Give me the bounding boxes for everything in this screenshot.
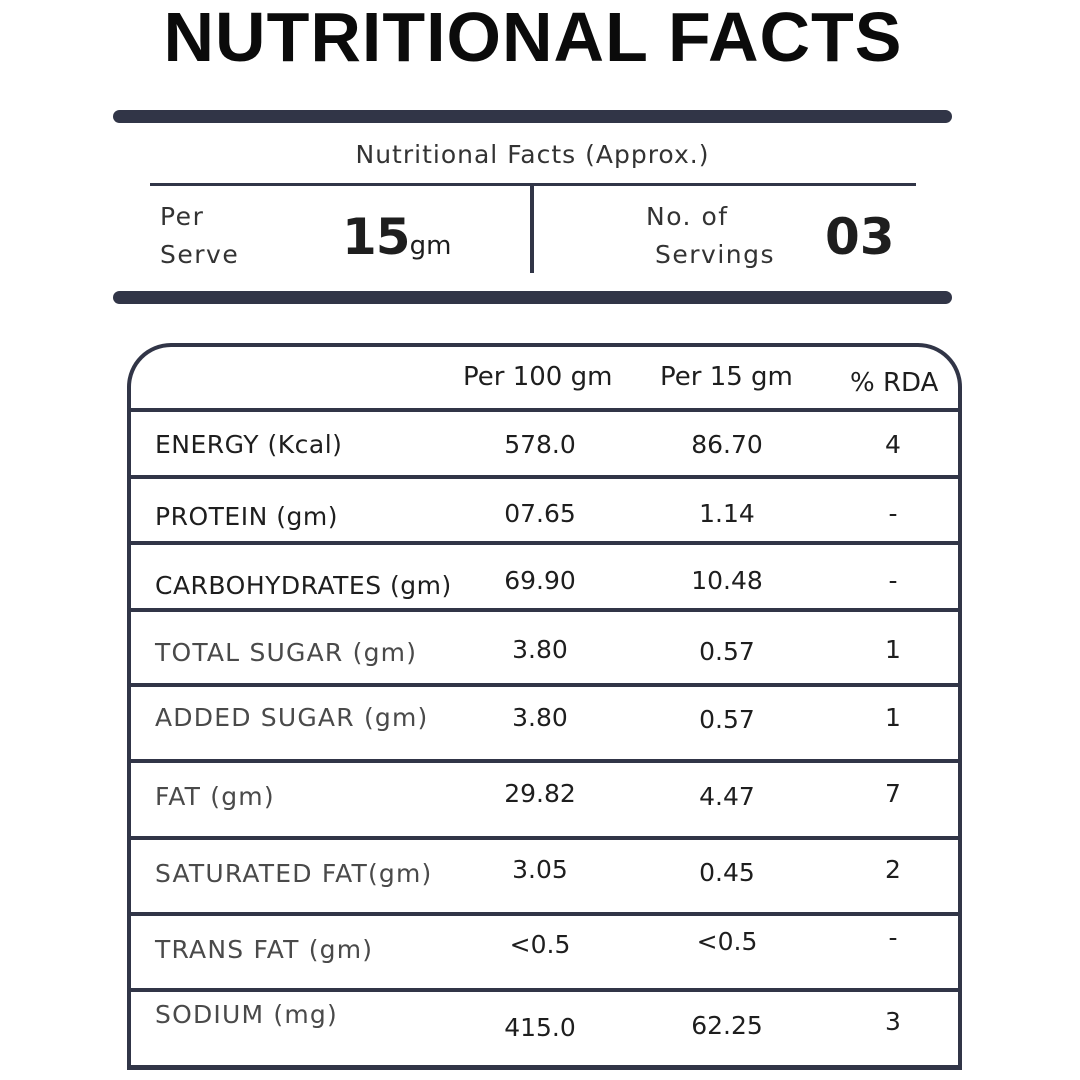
top-divider	[113, 110, 952, 123]
table-subtitle: Nutritional Facts (Approx.)	[355, 140, 710, 169]
row-divider	[127, 541, 962, 545]
per-serve-label-line2: Serve	[160, 240, 240, 269]
cell-rda: 1	[885, 635, 901, 664]
row-label-total-sugar: TOTAL SUGAR (gm)	[155, 638, 418, 667]
cell-per100: 578.0	[504, 430, 576, 459]
servings-label	[646, 198, 775, 274]
cell-per100: 3.80	[512, 635, 568, 664]
cell-per15: 4.47	[699, 782, 755, 811]
row-label-trans-fat: TRANS FAT (gm)	[155, 935, 374, 964]
cell-per100: <0.5	[509, 930, 571, 959]
per-serve-value	[342, 208, 451, 266]
cell-per15: <0.5	[696, 927, 758, 956]
servings-label-line1: No. of	[646, 202, 729, 231]
cell-rda: 3	[885, 1007, 901, 1036]
column-header-rda: % RDA	[850, 368, 939, 398]
row-label-saturated-fat: SATURATED FAT(gm)	[155, 859, 433, 888]
cell-per15: 62.25	[691, 1011, 763, 1040]
row-divider	[127, 683, 962, 687]
row-label-added-sugar: ADDED SUGAR (gm)	[155, 703, 429, 732]
cell-per100: 3.05	[512, 855, 568, 884]
row-divider	[127, 836, 962, 840]
cell-per100: 415.0	[504, 1013, 576, 1042]
servings-label-line2: Servings	[655, 240, 776, 269]
row-label-carbohydrates: CARBOHYDRATES (gm)	[155, 571, 452, 600]
per-serve-number: 15	[342, 208, 410, 266]
cell-per100: 07.65	[504, 499, 576, 528]
per-serve-label-line1: Per	[160, 202, 205, 231]
row-label-energy: ENERGY (Kcal)	[155, 430, 343, 459]
page-title: NUTRITIONAL FACTS	[163, 0, 903, 76]
row-divider	[127, 988, 962, 992]
cell-rda: -	[888, 566, 898, 595]
serving-separator	[530, 186, 534, 273]
row-divider	[127, 408, 962, 412]
cell-rda: 7	[885, 779, 901, 808]
cell-per15: 1.14	[699, 499, 755, 528]
cell-per15: 0.57	[699, 705, 755, 734]
cell-per100: 69.90	[504, 566, 576, 595]
servings-value: 03	[825, 208, 895, 266]
column-header-per-15: Per 15 gm	[660, 362, 793, 392]
cell-per15: 10.48	[691, 566, 763, 595]
cell-per15: 0.57	[699, 637, 755, 666]
cell-per15: 0.45	[699, 858, 755, 887]
cell-rda: -	[888, 923, 898, 952]
row-divider	[127, 475, 962, 479]
row-divider	[127, 759, 962, 763]
row-label-fat: FAT (gm)	[155, 782, 275, 811]
cell-per100: 29.82	[504, 779, 576, 808]
row-label-protein: PROTEIN (gm)	[155, 502, 338, 531]
column-header-per-100: Per 100 gm	[463, 362, 613, 392]
cell-rda: 4	[885, 430, 901, 459]
row-label-sodium: SODIUM (mg)	[155, 1000, 338, 1029]
cell-per100: 3.80	[512, 703, 568, 732]
cell-rda: 2	[885, 855, 901, 884]
cell-rda: -	[888, 499, 898, 528]
per-serve-label	[160, 198, 239, 274]
row-divider	[127, 608, 962, 612]
row-divider	[127, 912, 962, 916]
bottom-divider	[113, 291, 952, 304]
per-serve-unit: gm	[409, 231, 452, 261]
cell-per15: 86.70	[691, 430, 763, 459]
cell-rda: 1	[885, 703, 901, 732]
